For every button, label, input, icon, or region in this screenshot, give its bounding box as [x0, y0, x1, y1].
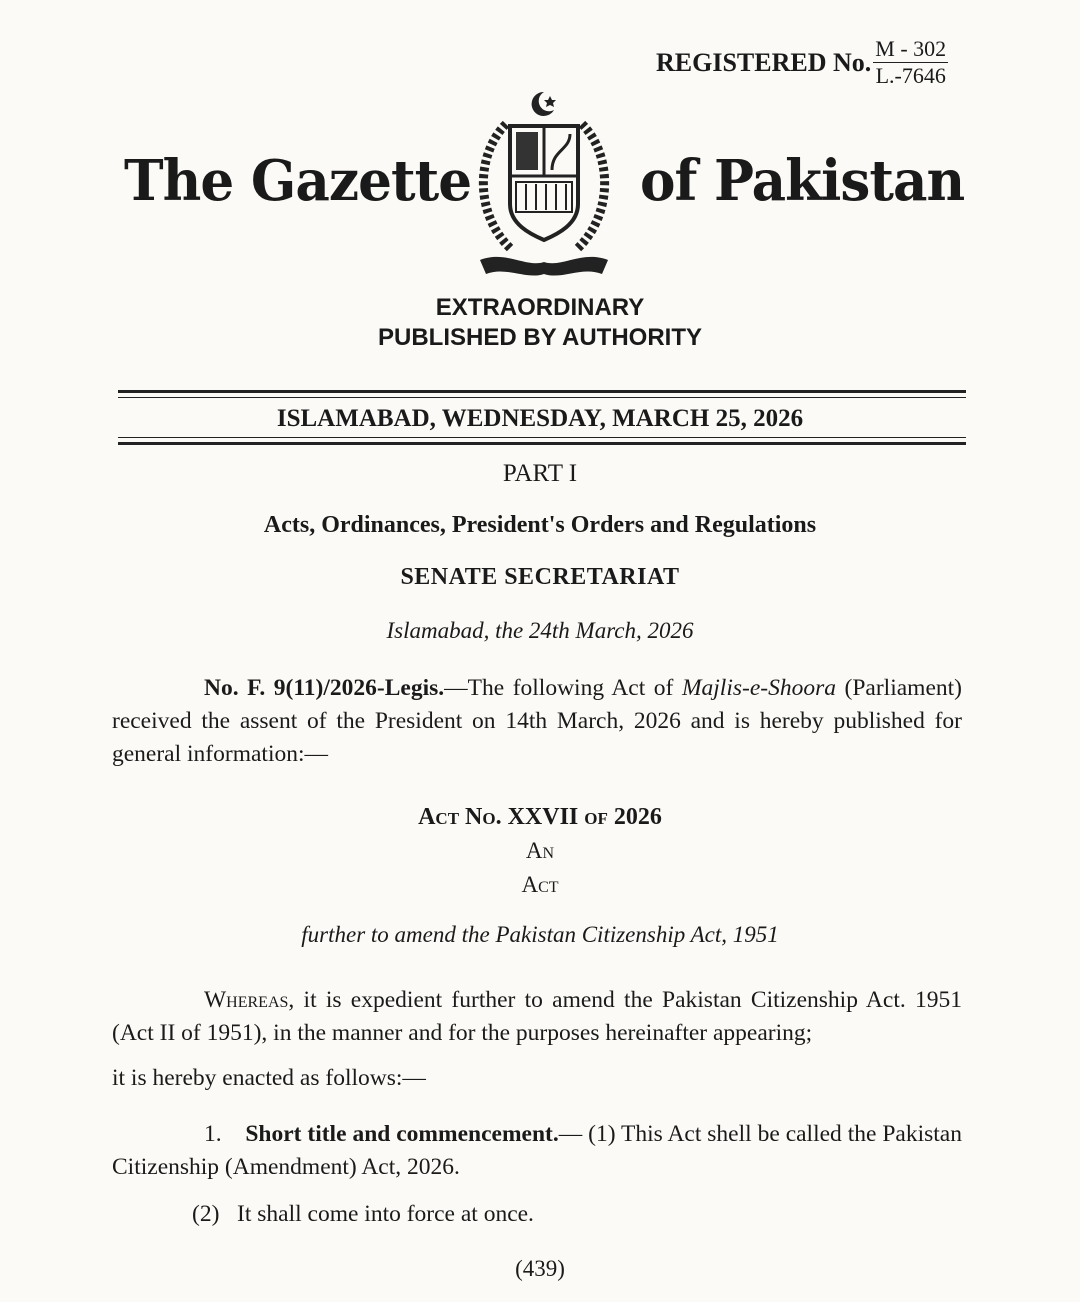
state-emblem-icon	[466, 84, 622, 282]
preamble-paragraph	[112, 984, 962, 1050]
act-purpose: further to amend the Pakistan Citizenship Act, 1951	[301, 922, 779, 947]
section-title: Acts, Ordinances, President's Orders and Regulations	[263, 512, 817, 538]
part-heading: PART I	[502, 460, 578, 487]
preamble-text: it is expedient further to amend the Pakistan Citizenship Act. 1951 (Act II of 1951), in the manner and for the purposes hereinafter appearing;	[112, 987, 962, 1046]
dateline: ISLAMABAD, WEDNESDAY, MARCH 25, 2026	[276, 405, 804, 432]
top-rule-thin	[118, 397, 966, 398]
registration-fraction	[873, 36, 948, 89]
notification-text-a: —The following Act of	[444, 675, 682, 701]
act-an: An	[525, 838, 555, 863]
registration-number	[656, 36, 948, 89]
masthead-right: of Pakistan	[640, 148, 965, 214]
section-2	[112, 1198, 962, 1231]
registration-label: REGISTERED No.	[656, 47, 872, 77]
section-2-text: It shall come into force at once.	[237, 1201, 534, 1227]
page-number: (439)	[515, 1256, 565, 1281]
top-rule-thick	[118, 390, 966, 393]
section-1-number: 1.	[204, 1121, 222, 1147]
section-1	[112, 1118, 962, 1184]
notification-italic: Majlis-e-Shoora	[681, 675, 836, 701]
place-date: Islamabad, the 24th March, 2026	[386, 618, 694, 643]
section-1-text: — (1) This Act shell be called the Pakistan Citizenship (Amendment) Act, 2026.	[112, 1121, 962, 1180]
registration-number-bottom: L.-7646	[875, 63, 946, 88]
notification-paragraph	[112, 672, 962, 771]
notification-ref: No. F. 9(11)/2026-Legis.	[204, 675, 445, 701]
bottom-rule-thick	[118, 442, 966, 445]
act-act: Act	[521, 872, 559, 897]
section-2-number: (2)	[192, 1201, 220, 1227]
banner-published-by-authority: PUBLISHED BY AUTHORITY	[377, 324, 703, 351]
preamble-whereas: Whereas,	[204, 987, 295, 1013]
masthead-left: The Gazette	[124, 148, 472, 214]
banner-extraordinary: EXTRAORDINARY	[435, 294, 645, 321]
act-number: Act No. XXVII of 2026	[418, 804, 662, 830]
office-heading: SENATE SECRETARIAT	[400, 564, 680, 590]
enacting-clause: it is hereby enacted as follows:—	[112, 1065, 426, 1091]
notification-text-b: (Parliament) received the assent of the President on 14th March, 2026 and is hereby published for general information:—	[112, 675, 962, 767]
registration-number-top: M - 302	[875, 36, 947, 61]
bottom-rule-thin	[118, 437, 966, 438]
section-1-heading: Short title and commencement.	[245, 1121, 559, 1147]
